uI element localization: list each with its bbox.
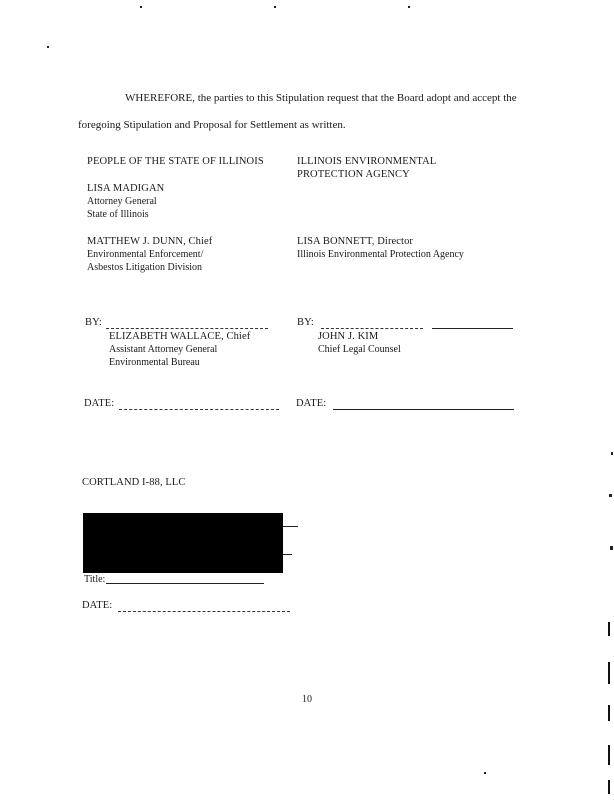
left-date-label: DATE:: [84, 398, 115, 409]
left-date-line[interactable]: [119, 409, 279, 410]
scan-speck: [609, 494, 612, 497]
left-party-heading: PEOPLE OF THE STATE OF ILLINOIS: [87, 156, 264, 167]
right-date-line[interactable]: [333, 409, 514, 410]
right-party-heading-line1: ILLINOIS ENVIRONMENTAL: [297, 156, 437, 167]
page-number: 10: [302, 694, 312, 705]
left-signature-line[interactable]: [106, 328, 268, 329]
left-by-label: BY:: [85, 317, 102, 328]
right-signature-line-solid[interactable]: [432, 328, 513, 329]
company-signature-line[interactable]: [282, 526, 298, 527]
left-signer-name: ELIZABETH WALLACE, Chief: [109, 331, 251, 342]
scan-speck: [408, 6, 410, 8]
redaction-box: [83, 513, 283, 573]
division-chief-name: MATTHEW J. DUNN, Chief: [87, 236, 213, 247]
company-date-label: DATE:: [82, 600, 113, 611]
attorney-general-name: LISA MADIGAN: [87, 183, 165, 194]
scan-speck: [274, 6, 276, 8]
scan-edge-mark: [608, 622, 610, 636]
left-signer-bureau: Environmental Bureau: [109, 357, 200, 368]
scan-edge-mark: [608, 705, 610, 721]
company-date-line[interactable]: [118, 611, 290, 612]
right-by-label: BY:: [297, 317, 314, 328]
company-title-line[interactable]: [106, 583, 264, 584]
right-signer-name: JOHN J. KIM: [318, 331, 379, 342]
scan-speck: [47, 46, 49, 48]
intro-paragraph-line1: WHEREFORE, the parties to this Stipulation request that the Board adopt and accept the: [125, 92, 517, 104]
scan-edge-mark: [608, 780, 610, 794]
company-title-label: Title:: [84, 574, 106, 585]
scan-edge-mark: [608, 662, 610, 684]
company-name-line[interactable]: [282, 554, 292, 555]
right-date-label: DATE:: [296, 398, 327, 409]
division-name-line1: Environmental Enforcement/: [87, 249, 204, 260]
director-agency: Illinois Environmental Protection Agency: [297, 249, 464, 260]
right-signature-line[interactable]: [321, 328, 423, 329]
director-name: LISA BONNETT, Director: [297, 236, 414, 247]
division-name-line2: Asbestos Litigation Division: [87, 262, 202, 273]
right-party-heading-line2: PROTECTION AGENCY: [297, 169, 410, 180]
intro-paragraph-line2: foregoing Stipulation and Proposal for Settlement as written.: [78, 119, 346, 131]
left-signer-title: Assistant Attorney General: [109, 344, 218, 355]
scan-speck: [484, 772, 486, 774]
attorney-general-state: State of Illinois: [87, 209, 149, 220]
scan-speck: [140, 6, 142, 8]
scan-speck: [611, 452, 613, 455]
scan-edge-mark: [608, 745, 610, 765]
scan-speck: [610, 546, 613, 550]
attorney-general-title: Attorney General: [87, 196, 157, 207]
company-name: CORTLAND I-88, LLC: [82, 477, 186, 488]
right-signer-title: Chief Legal Counsel: [318, 344, 401, 355]
